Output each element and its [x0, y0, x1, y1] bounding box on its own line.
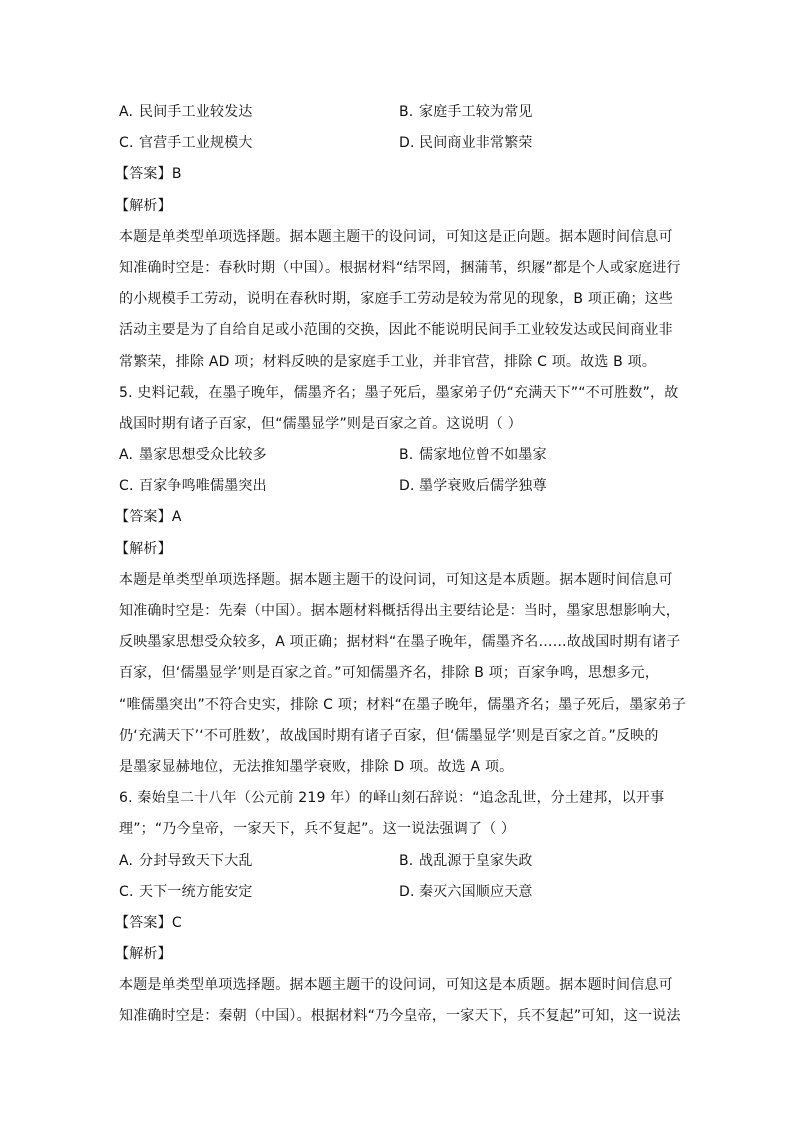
option-text: 墨家思想受众比较多	[139, 447, 267, 464]
option-letter: B.	[399, 104, 414, 120]
q4-analysis-heading	[115, 191, 679, 222]
q6-options-row-2	[119, 877, 679, 908]
q6-stem-line: 理”；“乃今皇帝，一家天下，兵不复起”。这一说法强调了（ ）	[119, 821, 516, 838]
q5-options-row-2	[119, 471, 679, 502]
option-text: 民间商业非常繁荣	[419, 135, 533, 152]
q6-stem-line: 6. 秦始皇二十八年（公元前 219 年）的峄山刻石辞说：“追念乱世，分土建邦，以开事	[119, 790, 665, 807]
q4-option-c	[119, 128, 399, 159]
q4-options-row-1	[119, 97, 679, 128]
q5-stem-line: 5. 史料记载，在墨子晚年，儒墨齐名；墨子死后，墨家弟子仍“充满天下”“不可胜数”，故	[119, 384, 679, 401]
q5-option-a	[119, 440, 399, 471]
q5-option-b	[399, 440, 679, 471]
q4-analysis-line: 的小规模手工劳动，说明在春秋时期，家庭手工劳动是较为常见的现象，B 项正确；这些	[119, 291, 674, 308]
q4-option-d	[399, 128, 679, 159]
option-text: 家庭手工较为常见	[419, 104, 533, 120]
q6-option-b	[399, 846, 679, 877]
option-letter: B.	[399, 447, 414, 464]
q5-analysis-line: 仍‘充满天下’‘不可胜数’，故战国时期有诸子百家，但‘儒墨显学’则是百家之首。”反映的	[119, 727, 659, 744]
answer-value: B	[171, 166, 182, 183]
q5-analysis-line: 百家，但‘儒墨显学’则是百家之首。”可知儒墨齐名，排除 B 项；百家争鸣，思想多元，	[119, 665, 660, 682]
option-letter: C.	[119, 478, 134, 495]
answer-label: 【答案】	[115, 509, 172, 526]
q4-analysis-line: 常繁荣，排除 AD 项；材料反映的是家庭手工业，并非官营，排除 C 项。故选 B 项。	[119, 353, 657, 370]
analysis-label: 【解析】	[115, 540, 172, 557]
q5-analysis-line: “唯儒墨突出”不符合史实，排除 C 项；材料“在墨子晚年，儒墨齐名；墨子死后，墨家弟子	[119, 696, 687, 713]
document-page	[115, 97, 687, 1033]
option-letter: C.	[119, 135, 134, 152]
option-letter: A.	[119, 104, 134, 120]
q5-stem-line: 战国时期有诸子百家，但“儒墨显学”则是百家之首。这说明（ ）	[119, 415, 522, 432]
q4-analysis-line: 知准确时空是：春秋时期（中国）。根据材料“结罘罔，捆蒲苇，织屦”都是个人或家庭进行	[119, 259, 681, 276]
q6-analysis-line: 本题是单类型单项选择题。据本题主题干的设问词，可知这是本质题。据本题时间信息可	[119, 977, 673, 994]
option-text: 官营手工业规模大	[139, 135, 253, 152]
analysis-label: 【解析】	[115, 197, 172, 214]
q6-option-d	[399, 877, 679, 908]
option-letter: B.	[399, 852, 414, 869]
q4-options-row-2	[119, 128, 679, 159]
answer-value: A	[171, 509, 182, 526]
option-text: 天下一统方能安定	[139, 883, 253, 900]
answer-value: C	[171, 914, 182, 931]
q5-analysis-line: 反映墨家思想受众较多，A 项正确；据材料“在墨子晚年，儒墨齐名……故战国时期有诸子	[119, 634, 681, 651]
option-text: 民间手工业较发达	[139, 104, 253, 120]
q5-option-c	[119, 471, 399, 502]
q4-analysis-line: 本题是单类型单项选择题。据本题主题干的设问词，可知这是正向题。据本题时间信息可	[119, 228, 673, 245]
q4-option-b	[399, 97, 679, 128]
q5-option-d	[399, 471, 679, 502]
q4-option-a	[119, 97, 399, 128]
q6-answer	[115, 908, 679, 939]
q6-option-a	[119, 846, 399, 877]
q6-analysis-heading	[115, 939, 679, 970]
q4-answer	[115, 159, 679, 190]
option-letter: A.	[119, 447, 134, 464]
option-text: 战乱源于皇家失政	[419, 852, 533, 869]
answer-label: 【答案】	[115, 914, 172, 931]
q5-analysis-line: 是墨家显赫地位，无法推知墨学衰败，排除 D 项。故选 A 项。	[119, 758, 514, 775]
option-letter: D.	[399, 883, 415, 900]
option-text: 墨学衰败后儒学独尊	[419, 478, 547, 495]
option-text: 分封导致天下大乱	[139, 852, 253, 869]
q6-option-c	[119, 877, 399, 908]
q5-answer	[115, 502, 679, 533]
option-letter: D.	[399, 478, 415, 495]
q5-analysis-line: 本题是单类型单项选择题。据本题主题干的设问词，可知这是本质题。据本题时间信息可	[119, 571, 673, 588]
option-letter: D.	[399, 135, 415, 152]
answer-label: 【答案】	[115, 166, 172, 183]
option-text: 秦灭六国顺应天意	[419, 883, 533, 900]
option-letter: C.	[119, 883, 134, 900]
option-letter: A.	[119, 852, 134, 869]
option-text: 百家争鸣唯儒墨突出	[139, 478, 267, 495]
q6-analysis-line: 知准确时空是：秦朝（中国）。根据材料“乃今皇帝，一家天下，兵不复起”可知，这一说法	[119, 1008, 681, 1025]
q4-analysis-line: 活动主要是为了自给自足或小范围的交换，因此不能说明民间手工业较发达或民间商业非	[119, 322, 673, 339]
analysis-label: 【解析】	[115, 946, 172, 963]
q5-analysis-line: 知准确时空是：先秦（中国）。据本题材料概括得出主要结论是：当时，墨家思想影响大，	[119, 603, 680, 619]
q5-analysis-heading	[115, 534, 679, 565]
q6-options-row-1	[119, 846, 679, 877]
q5-options-row-1	[119, 440, 679, 471]
option-text: 儒家地位曾不如墨家	[419, 447, 547, 464]
